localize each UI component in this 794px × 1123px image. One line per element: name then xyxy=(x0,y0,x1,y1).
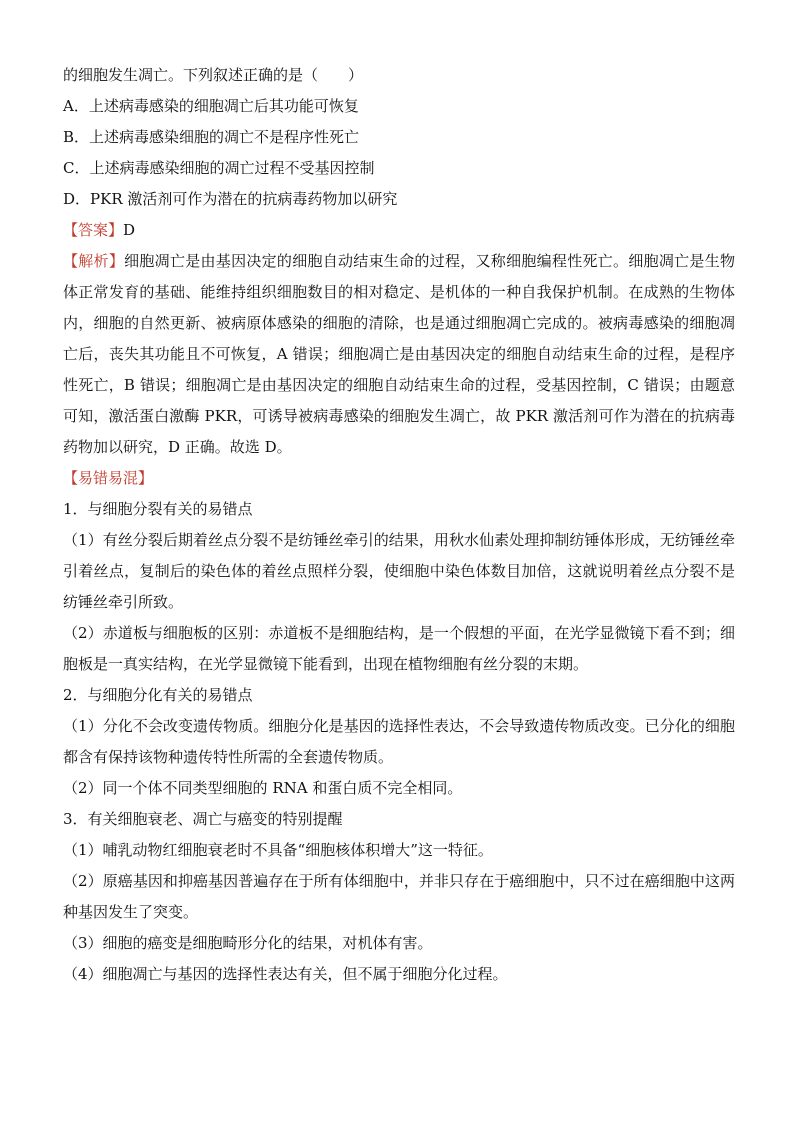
option-b: B．上述病毒感染细胞的凋亡不是程序性死亡 xyxy=(63,128,360,146)
analysis-label: 【解析】 xyxy=(63,252,125,270)
section-2-item-1: （1）分化不会改变遗传物质。细胞分化是基因的选择性表达，不会导致遗传物质改变。已分化的细胞都含有保持该物种遗传特性所需的全套遗传物质。 xyxy=(63,717,735,766)
section-1-item-2: （2）赤道板与细胞板的区别：赤道板不是细胞结构，是一个假想的平面，在光学显微镜下看不到；细胞板是一真实结构，在光学显微镜下能看到，出现在植物细胞有丝分裂的末期。 xyxy=(63,624,735,673)
section-2-item-2: （2）同一个体不同类型细胞的 RNA 和蛋白质不完全相同。 xyxy=(63,779,463,797)
analysis-paragraph xyxy=(63,246,735,463)
option-c: C．上述病毒感染细胞的凋亡过程不受基因控制 xyxy=(63,159,375,177)
section-title-division: 1．与细胞分裂有关的易错点 xyxy=(63,500,253,518)
section-3-item-3: （3）细胞的癌变是细胞畸形分化的结果，对机体有害。 xyxy=(63,934,433,952)
section-title-differentiation: 2．与细胞分化有关的易错点 xyxy=(63,686,253,704)
option-a: A．上述病毒感染的细胞凋亡后其功能可恢复 xyxy=(63,97,359,115)
section-3-item-1: （1）哺乳动物红细胞衰老时不具备“细胞核体积增大”这一特征。 xyxy=(63,841,493,859)
section-1-item-1: （1）有丝分裂后期着丝点分裂不是纺锤丝牵引的结果，用秋水仙素处理抑制纺锤体形成，无纺锤丝牵引着丝点，复制后的染色体的着丝点照样分裂，使细胞中染色体数目加倍，这就说明着丝点分裂不是纺锤丝牵引所致。 xyxy=(63,531,735,611)
analysis-text: 细胞凋亡是由基因决定的细胞自动结束生命的过程，又称细胞编程性死亡。细胞凋亡是生物体正常发育的基础、能维持组织细胞数目的相对稳定、是机体的一种自我保护机制。在成熟的生物体内，细胞的自然更新、被病原体感染的细胞的清除，也是通过细胞凋亡完成的。被病毒感染的细胞凋亡后，丧失其功能且不可恢复，A 错误；细胞凋亡是由基因决定的细胞自动结束生命的过程，是程序性死亡，B 错误；细胞凋亡是由基因决定的细胞自动结束生命的过程，受基因控制，C 错误；由题意可知，激活蛋白激酶 PKR，可诱导被病毒感染的细胞发生凋亡，故 PKR 激活剂可作为潜在的抗病毒药物加以研究，D 正确。故选 D。 xyxy=(63,252,735,456)
section-3-item-4: （4）细胞凋亡与基因的选择性表达有关，但不属于细胞分化过程。 xyxy=(63,965,508,983)
document-page xyxy=(63,60,735,990)
answer-value: D xyxy=(123,221,136,239)
answer-label: 【答案】 xyxy=(63,221,124,239)
section-3-item-2: （2）原癌基因和抑癌基因普遍存在于所有体细胞中，并非只存在于癌细胞中，只不过在癌细胞中这两种基因发生了突变。 xyxy=(63,872,735,921)
section-title-aging: 3．有关细胞衰老、凋亡与癌变的特别提醒 xyxy=(63,810,343,828)
pitfalls-label: 【易错易混】 xyxy=(63,469,154,487)
option-d: D．PKR 激活剂可作为潜在的抗病毒药物加以研究 xyxy=(63,190,398,208)
question-stem: 的细胞发生凋亡。下列叙述正确的是（ ） xyxy=(63,66,364,84)
answer-line xyxy=(63,215,735,246)
